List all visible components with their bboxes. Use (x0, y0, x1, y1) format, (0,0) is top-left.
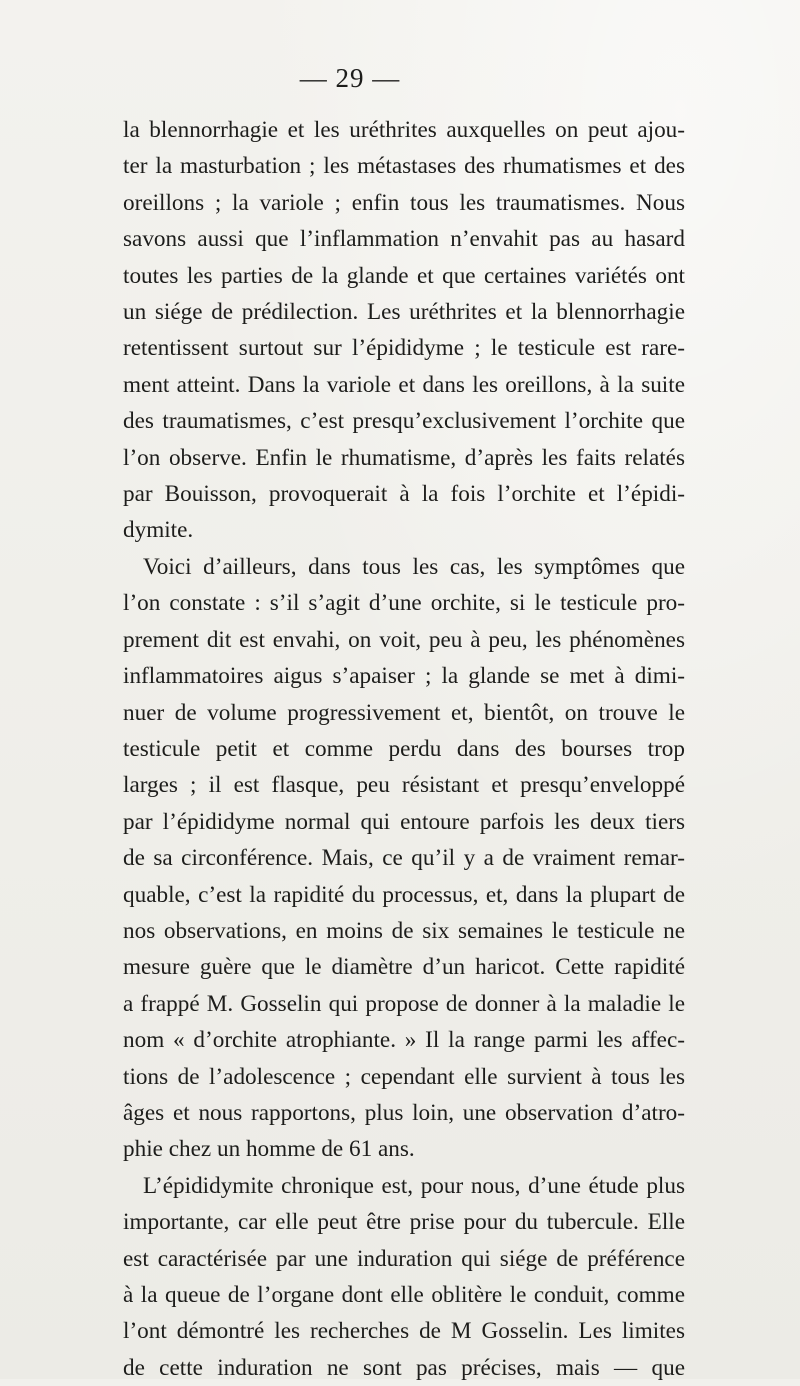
paragraph-1 (123, 112, 685, 549)
text-line: nos observations, en moins de six semaines le testicule ne (123, 917, 685, 944)
text-line: la blennorrhagie et les uréthrites auxquelles on peut ajou- (123, 117, 685, 143)
text-line: à la queue de l’organe dont elle oblitère le conduit, comme (123, 1282, 685, 1308)
text-line: Voici d’ailleurs, dans tous les cas, les symptômes que (143, 553, 685, 580)
body-text (123, 112, 685, 1386)
text-line: ment atteint. Dans la variole et dans les oreillons, à la suite (123, 371, 685, 398)
text-line: de sa circonférence. Mais, ce qu’il y a de vraiment remar- (123, 845, 685, 872)
text-line: l’on constate : s’il s’agit d’une orchite, si le testicule pro- (123, 590, 685, 617)
text-line: l’ont démontré les recherches de M Gosselin. Les limites (123, 1318, 685, 1345)
text-line: un siége de prédilection. Les uréthrites et la blennorrhagie (123, 299, 685, 326)
text-line: par l’épididyme normal qui entoure parfois les deux tiers (123, 808, 685, 835)
text-line: phie chez un homme de 61 ans. (123, 1136, 415, 1163)
text-line: a frappé M. Gosselin qui propose de donner à la maladie le (123, 990, 685, 1017)
text-line: ter la masturbation ; les métastases des rhumatismes et des (123, 153, 685, 180)
text-line: larges ; il est flasque, peu résistant et presqu’enveloppé (123, 772, 685, 799)
text-line: de cette induration ne sont pas précises, mais — que (123, 1354, 685, 1381)
text-line: oreillons ; la variole ; enfin tous les traumatismes. Nous (123, 189, 685, 216)
text-line: est caractérisée par une induration qui siége de préférence (123, 1245, 685, 1272)
text-line: testicule petit et comme perdu dans des bourses trop (123, 735, 685, 762)
paragraph-2 (123, 549, 685, 1168)
text-line: toutes les parties de la glande et que certaines variétés ont (123, 262, 685, 289)
text-line: mesure guère que le diamètre d’un haricot. Cette rapidité (123, 954, 685, 981)
text-line: quable, c’est la rapidité du processus, et, dans la plupart de (123, 881, 685, 908)
text-line: nuer de volume progressivement et, bientôt, on trouve le (123, 699, 685, 726)
text-line: savons aussi que l’inflammation n’envahit pas au hasard (123, 226, 685, 253)
page-number: — 29 — (299, 63, 401, 93)
text-line: nom « d’orchite atrophiante. » Il la range parmi les affec- (123, 1027, 685, 1054)
text-line: prement dit est envahi, on voit, peu à peu, les phénomènes (123, 626, 685, 653)
text-line: retentissent surtout sur l’épididyme ; le testicule est rare- (123, 335, 685, 362)
text-line: par Bouisson, provoquerait à la fois l’orchite et l’épidi- (123, 481, 685, 508)
text-line: des traumatismes, c’est presqu’exclusivement l’orchite que (123, 408, 685, 435)
text-line: l’on observe. Enfin le rhumatisme, d’après les faits relatés (123, 444, 685, 471)
text-line: importante, car elle peut être prise pour du tubercule. Elle (123, 1209, 685, 1236)
text-line: L’épididymite chronique est, pour nous, d’une étude plus (143, 1172, 685, 1199)
text-line: dymite. (123, 517, 194, 544)
text-line: inflammatoires aigus s’apaiser ; la glande se met à dimi- (123, 663, 685, 690)
paragraph-3 (123, 1168, 685, 1386)
text-line: tions de l’adolescence ; cependant elle survient à tous les (123, 1063, 685, 1090)
text-line: âges et nous rapportons, plus loin, une observation d’atro- (123, 1099, 685, 1126)
